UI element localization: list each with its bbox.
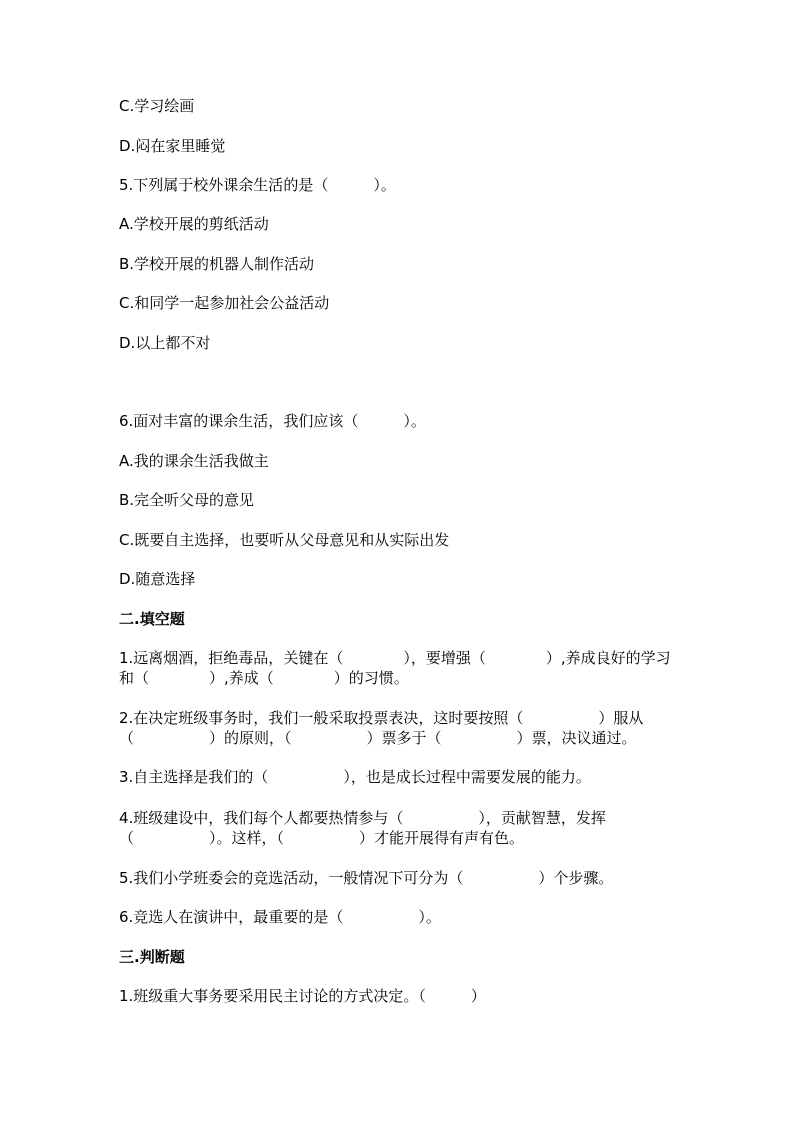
q6-option-a: A.我的课余生活我做主 [119, 452, 269, 470]
q5-stem: 5.下列属于校外课余生活的是（ ）。 [119, 176, 396, 194]
fill-blank-item-3: 3.自主选择是我们的（ ），也是成长过程中需要发展的能力。 [119, 768, 591, 786]
q5-option-c: C.和同学一起参加社会公益活动 [119, 294, 330, 312]
fill-blank-item-1: 1.远离烟酒，拒绝毒品，关键在（ ），要增强（ ）,养成良好的学习和（ ）,养成（ ）的习惯。 [119, 649, 671, 687]
q6-option-c: C.既要自主选择，也要听从父母意见和从实际出发 [119, 531, 450, 549]
true-false-item-1: 1.班级重大事务要采用民主讨论的方式决定。（ ） [119, 987, 486, 1005]
q5-option-a: A.学校开展的剪纸活动 [119, 215, 269, 233]
fill-blank-item-4: 4.班级建设中，我们每个人都要热情参与（ ），贡献智慧，发挥（ ）。这样，（ ）才能开展得有声有色。 [119, 809, 606, 847]
fill-blank-item-6: 6.竞选人在演讲中，最重要的是（ ）。 [119, 908, 441, 926]
q6-option-d: D.随意选择 [119, 570, 196, 588]
q5-option-d: D.以上都不对 [119, 334, 211, 352]
section-title-fill-blank: 二.填空题 [119, 610, 185, 628]
q6-option-b: B.完全听父母的意见 [119, 491, 255, 509]
q5-option-b: B.学校开展的机器人制作活动 [119, 255, 315, 273]
q6-stem: 6.面对丰富的课余生活，我们应该（ ）。 [119, 412, 426, 430]
section-title-true-false: 三.判断题 [119, 948, 185, 966]
fill-blank-item-2: 2.在决定班级事务时，我们一般采取投票表决，这时要按照（ ）服从（ ）的原则，（ ）票多于（ ）票，决议通过。 [119, 709, 644, 747]
q4-option-d: D.闷在家里睡觉 [119, 137, 226, 155]
fill-blank-item-5: 5.我们小学班委会的竞选活动，一般情况下可分为（ ）个步骤。 [119, 869, 614, 887]
q4-option-c: C.学习绘画 [119, 97, 195, 115]
